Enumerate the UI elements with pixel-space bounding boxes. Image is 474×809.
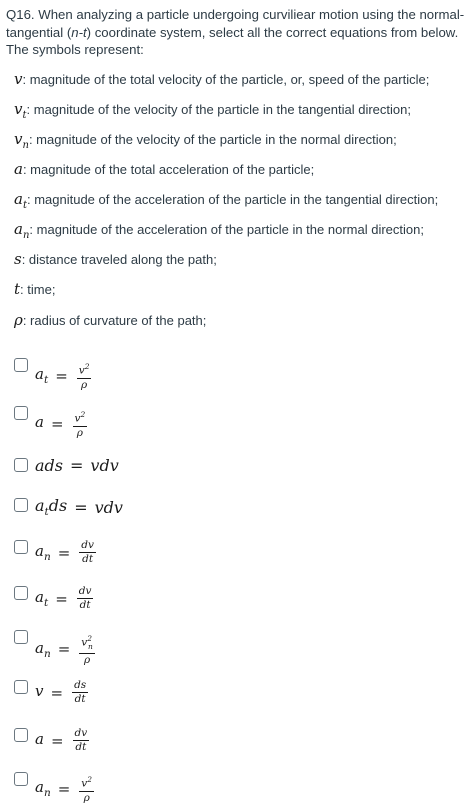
question-part2: ) coordinate system, select all the correct equations from below. The symbols represent: [6,24,459,57]
option-8-equation: v = $\frac{ds}{dt}$ [35,679,87,705]
option-8-checkbox[interactable] [14,680,28,694]
option-7-checkbox[interactable] [14,630,28,644]
option-10-equation: $a_n$ = $\frac{v^2}{\rho}$ [35,775,93,804]
definition-rho: ρ: radius of curvature of the path; [14,311,207,329]
definition-s: s: distance traveled along the path; [14,250,217,268]
definition-an: $a_n$: magnitude of the acceleration of the particle in the normal direction; [14,220,424,241]
question-part1: Q16. When analyzing a particle undergoing curviliear motion using the normal-tangential ( [6,7,465,40]
definition-vn: $v_n$: magnitude of the velocity of the particle in the normal direction; [14,130,397,151]
definition-a: a: magnitude of the total acceleration of the particle; [14,160,315,178]
definition-v: v: magnitude of the total velocity of the particle, or, speed of the particle; [14,70,430,88]
definition-vt: $v_t$: magnitude of the velocity of the particle in the tangential direction; [14,100,411,121]
question-text [6,6,468,59]
option-5-checkbox[interactable] [14,540,28,554]
option-2-equation: a = $\frac{v^2}{\rho}$ [35,410,86,439]
question-nt: n-t [71,24,87,40]
definition-t: t: time; [14,280,56,298]
option-5-equation: $a_n$ = $\frac{dv}{dt}$ [35,539,94,565]
option-1-equation: $a_t$ = $\frac{v^2}{\rho}$ [35,362,90,391]
option-6-checkbox[interactable] [14,586,28,600]
option-2-checkbox[interactable] [14,406,28,420]
option-3-equation: ads = vdv [35,456,119,475]
option-9-checkbox[interactable] [14,728,28,742]
option-6-equation: $a_t$ = $\frac{dv}{dt}$ [35,585,92,611]
definition-at: $a_t$: magnitude of the acceleration of the particle in the tangential direction; [14,190,439,211]
option-3-checkbox[interactable] [14,458,28,472]
option-10-checkbox[interactable] [14,772,28,786]
option-4-checkbox[interactable] [14,498,28,512]
option-1-checkbox[interactable] [14,358,28,372]
option-7-equation: $a_n$ = $\frac{v^2_n}{\rho}$ [35,634,93,666]
option-4-equation: $a_tds$ = vdv [35,496,123,519]
option-9-equation: a = $\frac{dv}{dt}$ [35,727,88,753]
